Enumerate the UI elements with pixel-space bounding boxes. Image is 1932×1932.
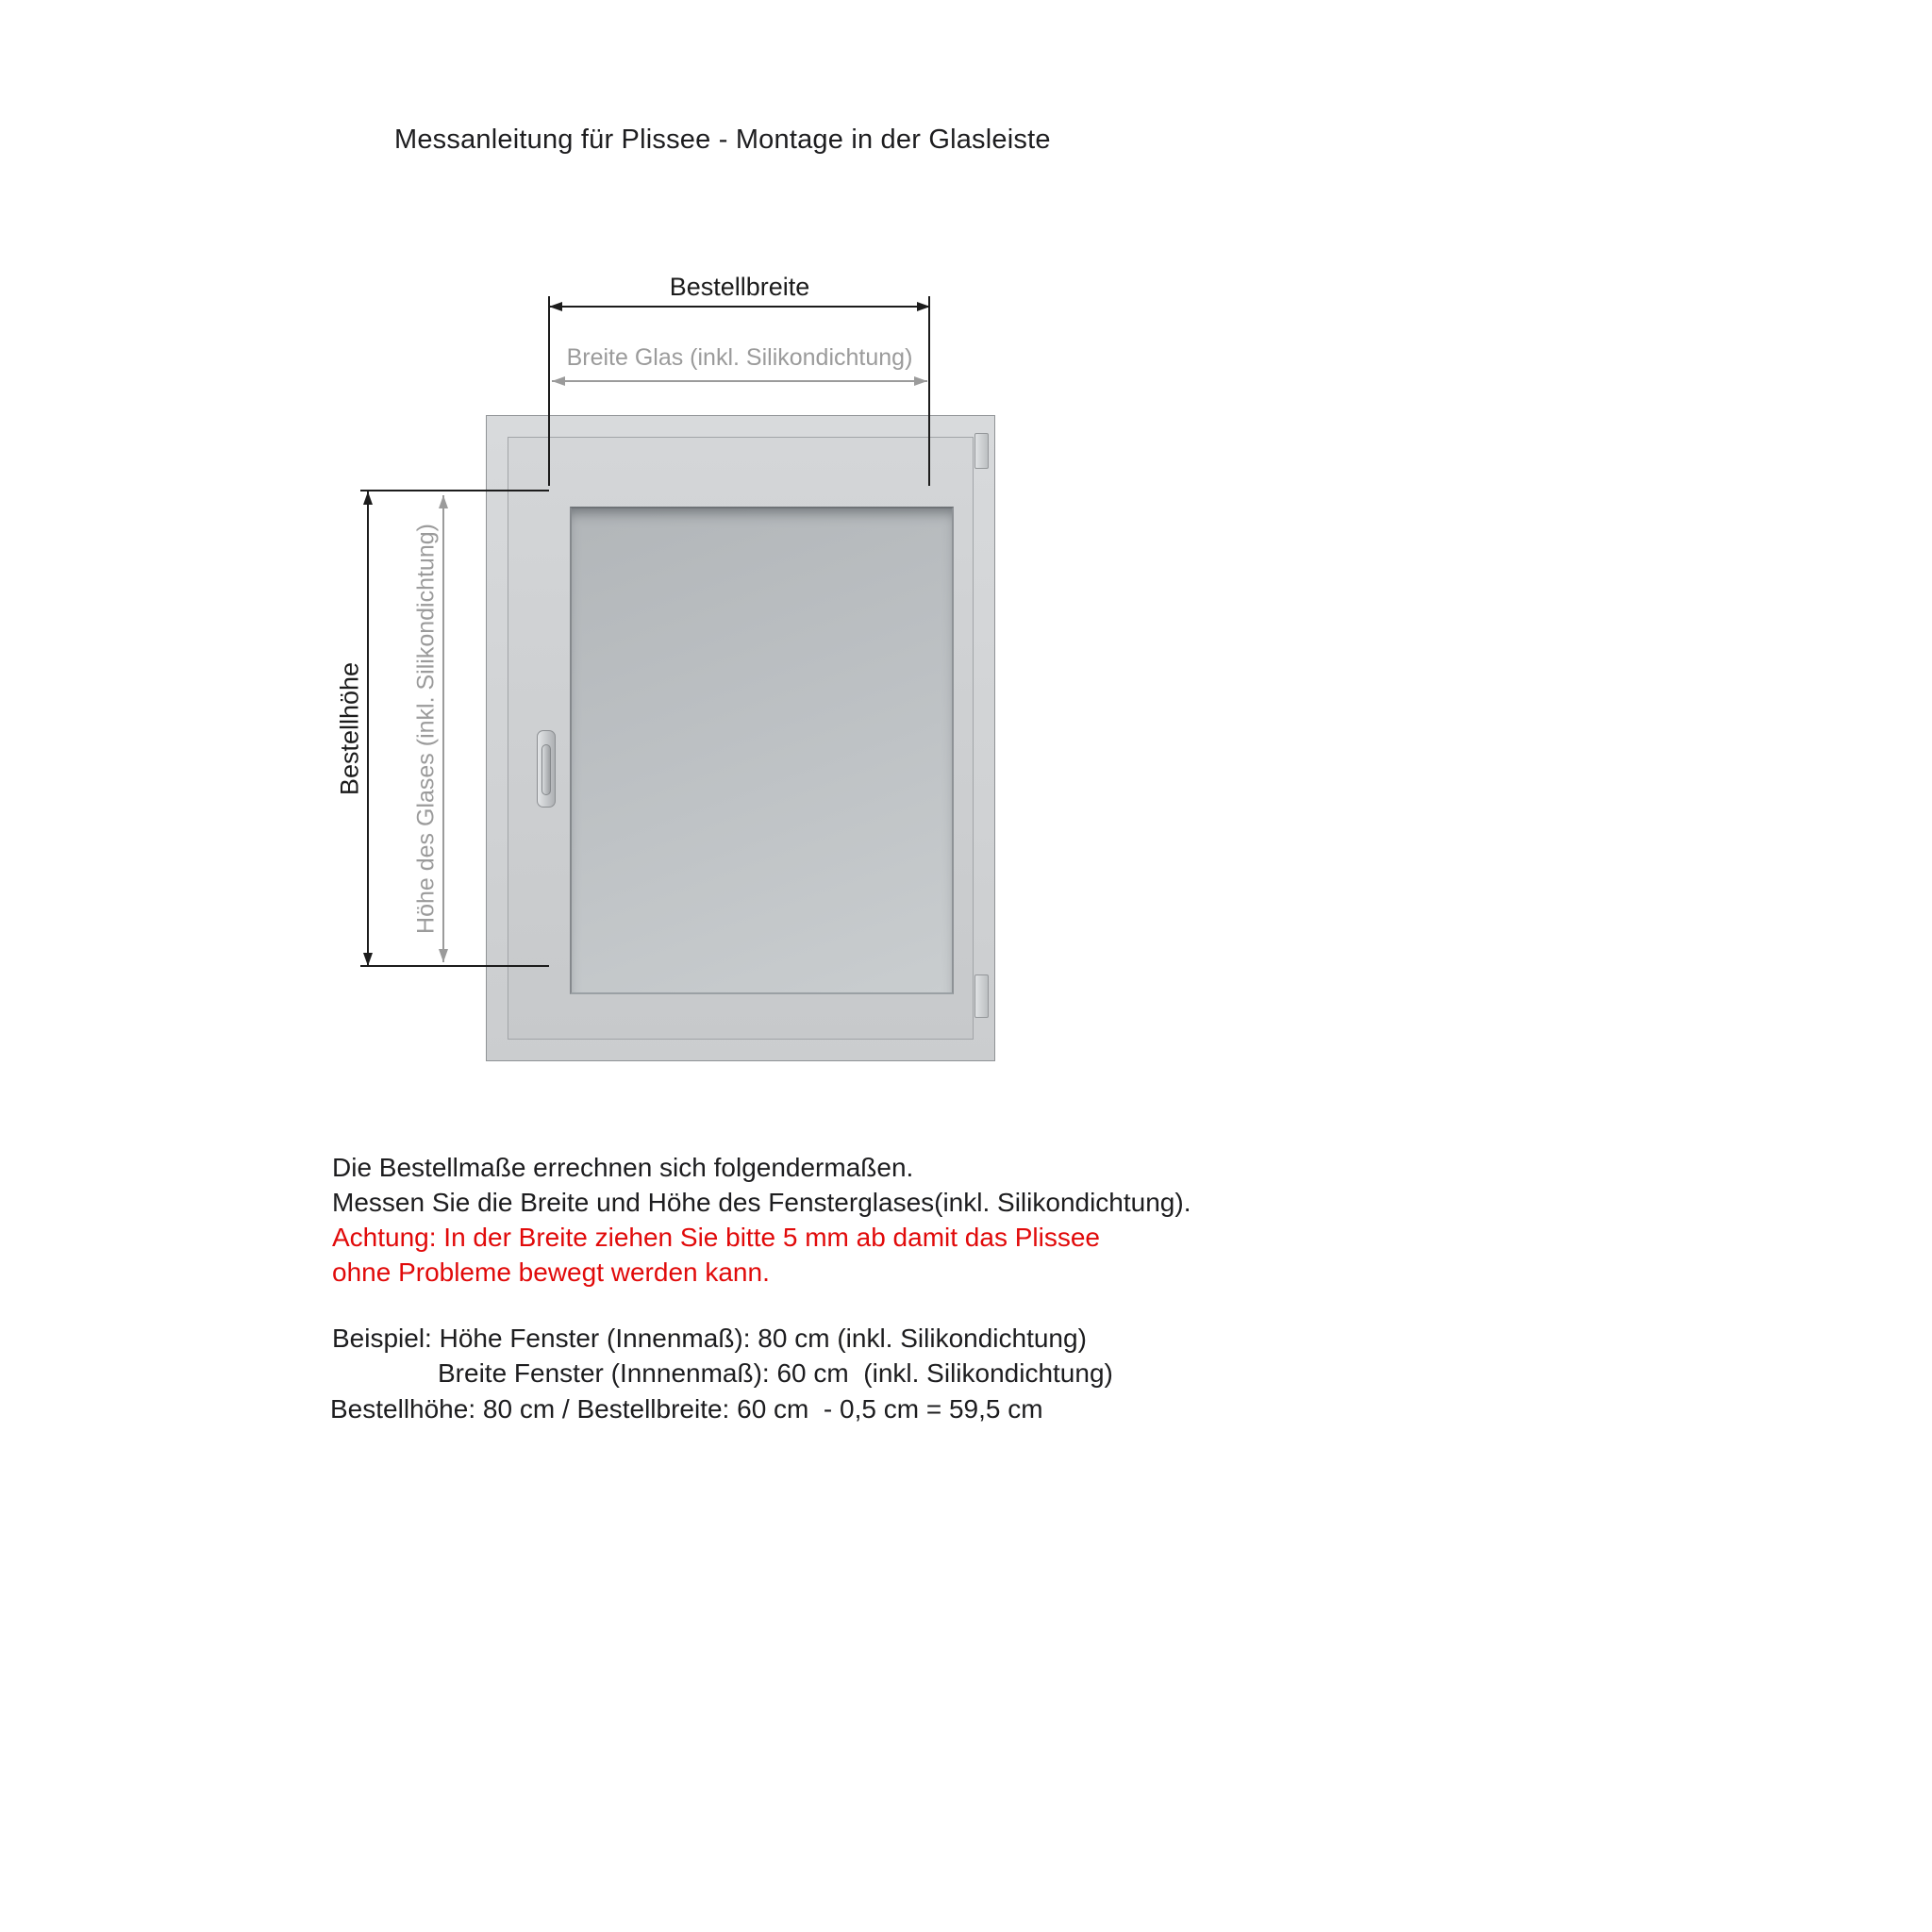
- window-glass: [570, 507, 954, 994]
- hinge-top-icon: [974, 433, 989, 469]
- example-line-2: Breite Fenster (Innnenmaß): 60 cm (inkl. Silikondichtung): [438, 1358, 1113, 1388]
- warning-line-1: Achtung: In der Breite ziehen Sie bitte 5 mm ab damit das Plissee: [332, 1223, 1100, 1252]
- warning-line-2: ohne Probleme bewegt werden kann.: [332, 1257, 770, 1287]
- glass-height-label: Höhe des Glases (inkl. Silikondichtung): [412, 524, 440, 934]
- extension-line-top: [360, 490, 549, 491]
- order-width-arrow: [549, 306, 930, 308]
- example-line-3: Bestellhöhe: 80 cm / Bestellbreite: 60 cm - 0,5 cm = 59,5 cm: [330, 1394, 1043, 1424]
- order-width-label: Bestellbreite: [669, 273, 810, 301]
- window-illustration: [486, 415, 995, 1061]
- window-handle: [537, 730, 556, 808]
- order-height-arrow: [367, 491, 369, 966]
- example-line-1: Beispiel: Höhe Fenster (Innenmaß): 80 cm (inkl. Silikondichtung): [332, 1324, 1087, 1353]
- glass-width-arrow: [552, 380, 927, 382]
- glass-width-label: Breite Glas (inkl. Silikondichtung): [566, 344, 913, 371]
- instruction-line-2: Messen Sie die Breite und Höhe des Fensterglases(inkl. Silikondichtung).: [332, 1188, 1191, 1217]
- extension-line-left: [548, 296, 550, 486]
- hinge-bottom-icon: [974, 974, 989, 1018]
- window-sash: [508, 437, 974, 1040]
- window-handle-lever: [541, 744, 551, 795]
- extension-line-bottom: [360, 965, 549, 967]
- glass-height-arrow: [442, 495, 444, 962]
- instruction-line-1: Die Bestellmaße errechnen sich folgendermaßen.: [332, 1153, 914, 1182]
- order-height-label: Bestellhöhe: [335, 661, 364, 796]
- extension-line-right: [928, 296, 930, 486]
- page-title: Messanleitung für Plissee - Montage in der Glasleiste: [394, 125, 1051, 155]
